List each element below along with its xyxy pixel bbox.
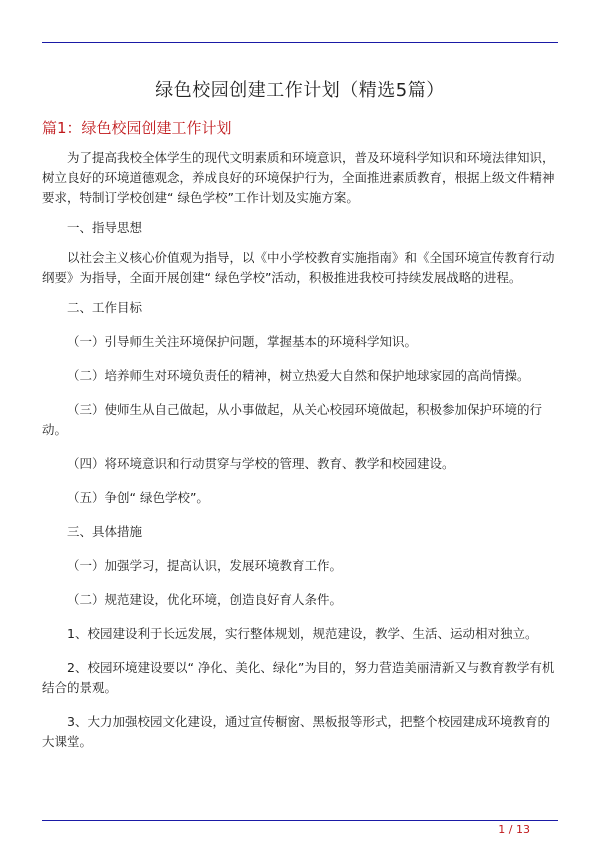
- document-body: [42, 148, 558, 752]
- goal-item-1: （一）引导师生关注环境保护问题，掌握基本的环境科学知识。: [67, 334, 418, 349]
- footer-rule: [42, 820, 558, 821]
- section-title-measures: 三、具体措施: [67, 524, 143, 539]
- section-heading: 篇1：绿色校园创建工作计划: [42, 119, 232, 137]
- section-title-work-goals: 二、工作目标: [67, 300, 143, 315]
- measure-item-1: （一）加强学习，提高认识，发展环境教育工作。: [67, 558, 343, 573]
- paragraph-intro: 为了提高我校全体学生的现代文明素质和环境意识，普及环境科学知识和环境法律知识，树立良好的环境道德观念，养成良好的环境保护行为，全面推进素质教育，根据上级文件精神要求，特制订学校创建“ 绿色学校”工作计划及实施方案。: [42, 150, 555, 205]
- goal-item-5: （五）争创“ 绿色学校”。: [67, 490, 209, 505]
- measure-item-2: （二）规范建设，优化环境，创造良好育人条件。: [67, 592, 343, 607]
- goal-item-2: （二）培养师生对环境负责任的精神，树立热爱大自然和保护地球家园的高尚情操。: [67, 368, 530, 383]
- goal-item-3: （三）使师生从自己做起，从小事做起，从关心校园环境做起，积极参加保护环境的行动。: [42, 402, 543, 437]
- header-rule: [42, 42, 558, 43]
- measure-subitem-2: 2、校园环境建设要以“ 净化、美化、绿化”为目的，努力营造美丽清新又与教育教学有机结合的景观。: [42, 660, 555, 695]
- document-title: 绿色校园创建工作计划（精选5篇）: [155, 80, 445, 101]
- page-indicator: 1 / 13: [498, 823, 530, 836]
- goal-item-4: （四）将环境意识和行动贯穿与学校的管理、教育、教学和校园建设。: [67, 456, 455, 471]
- paragraph-guiding-ideology: 以社会主义核心价值观为指导，以《中小学校教育实施指南》和《全国环境宣传教育行动纲要》为指导，全面开展创建“ 绿色学校”活动，积极推进我校可持续发展战略的进程。: [42, 250, 555, 285]
- measure-subitem-3: 3、大力加强校园文化建设，通过宣传橱窗、黑板报等形式，把整个校园建成环境教育的大课堂。: [42, 714, 550, 749]
- measure-subitem-1: 1、校园建设利于长远发展，实行整体规划，规范建设，教学、生活、运动相对独立。: [67, 626, 538, 641]
- section-title-guiding-ideology: 一、指导思想: [67, 220, 143, 235]
